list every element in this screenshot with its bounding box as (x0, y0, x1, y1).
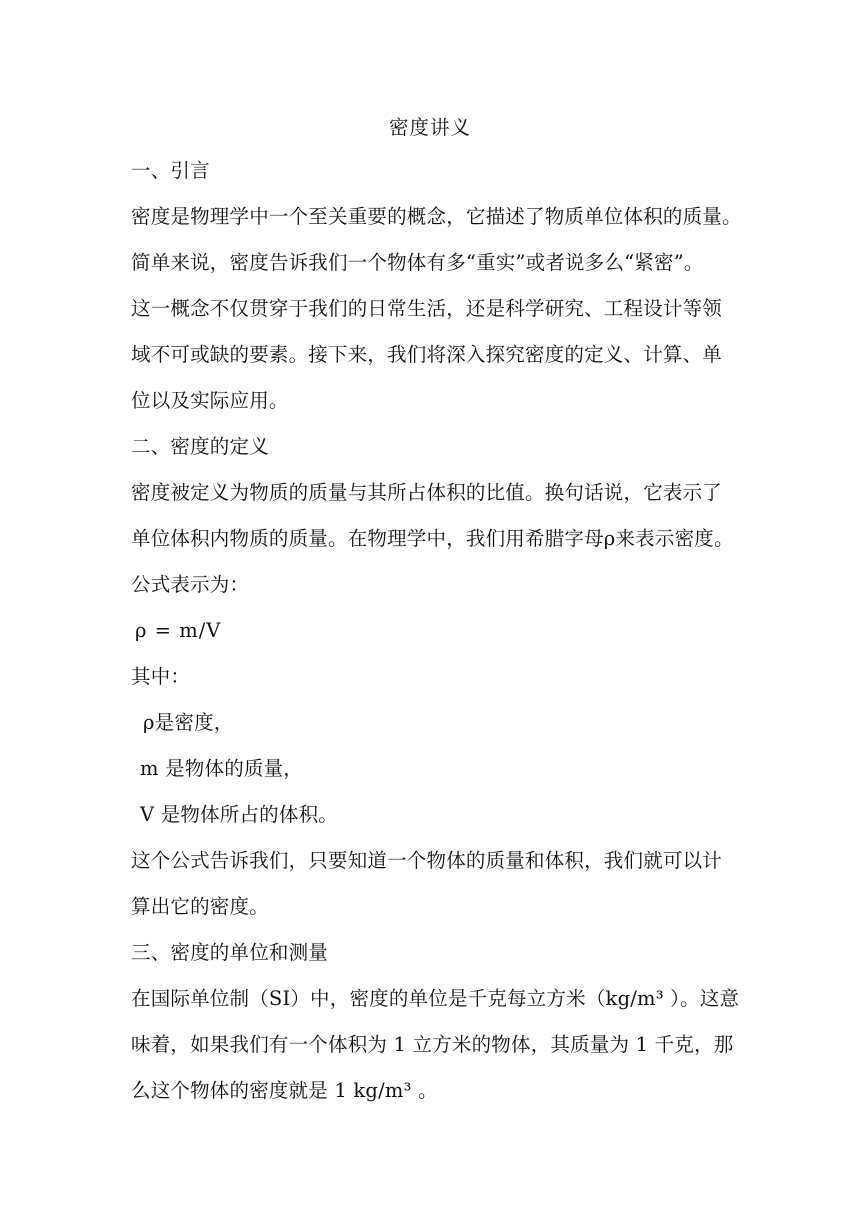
document-title: 密度讲义 (388, 116, 471, 139)
paragraph-line: 密度被定义为物质的质量与其所占体积的比值。换句话说，它表示了 (131, 481, 723, 504)
section-heading-definition: 二、密度的定义 (131, 435, 269, 458)
paragraph-line: 密度是物理学中一个至关重要的概念，它描述了物质单位体积的质量。 (131, 205, 742, 228)
paragraph-line: 其中： (131, 665, 191, 688)
paragraph-line: 么这个物体的密度就是 1 kg/m³ 。 (131, 1079, 438, 1102)
paragraph-line: 味着，如果我们有一个体积为 1 立方米的物体，其质量为 1 千克，那 (131, 1033, 734, 1056)
paragraph-line: 位以及实际应用。 (131, 389, 289, 412)
formula-term-density: ρ是密度， (143, 711, 234, 734)
density-formula: ρ = m/V (135, 619, 222, 642)
section-heading-units: 三、密度的单位和测量 (131, 941, 329, 964)
paragraph-line: 算出它的密度。 (131, 895, 269, 918)
paragraph-line: 在国际单位制（SI）中，密度的单位是千克每立方米（kg/m³ ）。这意 (131, 987, 740, 1010)
paragraph-line: 单位体积内物质的质量。在物理学中，我们用希腊字母ρ来表示密度。 (131, 527, 734, 550)
paragraph-line: 公式表示为： (131, 573, 250, 596)
paragraph-line: 域不可或缺的要素。接下来，我们将深入探究密度的定义、计算、单 (131, 343, 723, 366)
paragraph-line: 这一概念不仅贯穿于我们的日常生活，还是科学研究、工程设计等领 (131, 297, 723, 320)
paragraph-line: 简单来说，密度告诉我们一个物体有多“重实”或者说多么“紧密”。 (131, 251, 704, 274)
formula-term-mass: m 是物体的质量， (140, 757, 303, 780)
formula-term-volume: V 是物体所占的体积。 (140, 803, 338, 826)
paragraph-line: 这个公式告诉我们，只要知道一个物体的质量和体积，我们就可以计 (131, 849, 723, 872)
section-heading-introduction: 一、引言 (131, 159, 210, 182)
